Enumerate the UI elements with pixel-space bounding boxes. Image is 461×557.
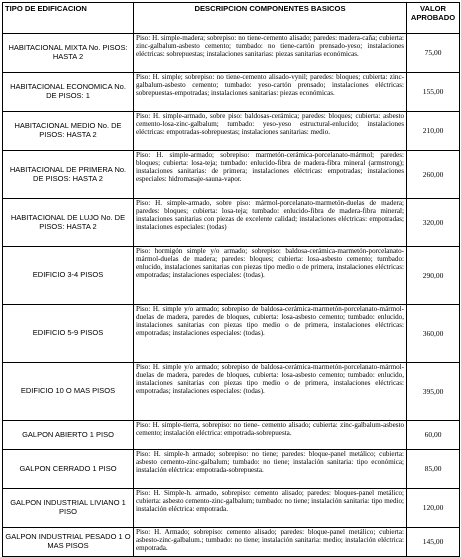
components-description: Piso: H. Armado; sobrepiso: cemento alisado; paredes: bloque-panel metálico; cubierta: asbesto-zinc-galbalum.; tumbado: no tiene; instalación sanitaria: medio; instalación eléctrica: empotrada. (134, 528, 407, 557)
building-type: GALPON INDUSTRIAL LIVIANO 1 PISO (3, 489, 134, 528)
components-description: Piso: H. simple-armado; sobrepiso: marmetón-cerámica-porcelanato-mármol; paredes: bloques; cubierta: losa-teja; tumbado: enlucido-fibra de madera-fibra mineral (armstrong); instalaciones sanitarias: de primera; instalaciones eléctricas: empotradas; instalaciones especiales: hidromasaje-sauna-vapor. (134, 151, 407, 199)
components-description: Piso: hormigón simple y/o armado; sobrepiso: baldosa-cerámica-marmetón-porcelanato-mármol-duelas de madera; paredes: bloques; cubierta: losa-asbesto cemento; tumbado: enlucido, instalaciones sanitarias con piezas tipo medio o de primera, instalaciones eléctricas: empotradas; instalaciones especiales: (todas). (134, 247, 407, 305)
building-type: GALPON ABIERTO 1 PISO (3, 421, 134, 450)
table-row (3, 421, 460, 450)
header-row (3, 3, 460, 34)
building-type: GALPON CERRADO 1 PISO (3, 450, 134, 489)
approved-value: 360,00 (407, 305, 460, 363)
building-type: EDIFICIO 10 O MAS PISOS (3, 363, 134, 421)
building-type: HABITACIONAL DE PRIMERA No. DE PISOS: HASTA 2 (3, 151, 134, 199)
table-row (3, 34, 460, 73)
components-description: Piso: H. simple-tierra, sobrepiso: no tiene- cemento alisado; cubierta: zinc-galbalum-asbesto cemento; instalación eléctrica: empotrada-sobrepuesta. (134, 421, 407, 450)
components-description: Piso: H. simple-armado, sobre piso: baldosas-cerámica; paredes: bloques; cubierta: asbesto cemento-losa-zinc-galbalum; tumbado: yeso-yeso estructural-enlucido; instalaciones eléctricas: empotradas-sobrepuestas; instalaciones sanitarias: medio. (134, 112, 407, 151)
approved-value: 85,00 (407, 450, 460, 489)
table-row (3, 305, 460, 363)
table-row (3, 73, 460, 112)
components-description: Piso: H. simple y/o armado; sobrepiso de baldosa-cerámica-marmetón-porcelanato-mármol-duelas de madera, paredes de bloques, cubierta: losa-asbesto cemento; tumbado: enlucido, instalaciones sanitarias con piezas tipo medio o de primera, instalaciones eléctricas: empotradas; instalaciones especiales: (todas). (134, 305, 407, 363)
components-description: Piso: H. simple; sobrepiso: no tiene-cemento alisado-vynil; paredes: bloques; cubierta: zinc-galbalum-asbesto cemento; tumbado: yeso-cartón prensado; instalaciones eléctricas: sobrepuestas-empotradas; instalaciones sanitarias: piezas económicas. (134, 73, 407, 112)
components-description: Piso: H. Simple-h. armado, sobrepiso: cemento alisado; paredes: bloques-panel metálico; cubierta: asbesto cemento-zinc-galbalum; tumbado: no tiene; instalación sanitaria: tipo medio; instalación eléctrica: empotrada. (134, 489, 407, 528)
approved-value: 290,00 (407, 247, 460, 305)
approved-value: 60,00 (407, 421, 460, 450)
header-value: VALOR APROBADO (407, 3, 460, 34)
approved-value: 75,00 (407, 34, 460, 73)
components-description: Piso: H. simple-h armado; sobrepiso: no tiene; paredes: bloque-panel metálico; cubierta: asbesto cemento-zinc-galbalum; tumbado: no tiene; instalación sanitaria: tipo económica; instalación eléctrica: empotrada-sobrepuesta. (134, 450, 407, 489)
building-type: HABITACIONAL DE LUJO No. DE PISOS: HASTA 2 (3, 199, 134, 247)
table-row (3, 112, 460, 151)
approved-value: 395,00 (407, 363, 460, 421)
table-row (3, 199, 460, 247)
table-row (3, 363, 460, 421)
components-description: Piso: H. simple-madera; sobrepiso: no tiene-cemento alisado; paredes: madera-caña; cubierta: zinc-galbalum-asbesto cemento; tumbado: no tiene-cartón prensado-yeso; instalaciones eléctricas: sobrepuestas; instalaciones sanitarias: piezas sanitarias económicas. (134, 34, 407, 73)
building-type: EDIFICIO 3-4 PISOS (3, 247, 134, 305)
building-type: HABITACIONAL ECONOMICA No. DE PISOS: 1 (3, 73, 134, 112)
approved-value: 145,00 (407, 528, 460, 557)
table-row (3, 151, 460, 199)
components-description: Piso: H. simple-armado, sobre piso: mármol-porcelanato-marmetón-duelas de madera; paredes: bloques; cubierta: losa-teja; tumbado: enlucido-fibra de madera-fibra mineral; instalaciones sanitarias con piezas de excelente calidad; instalaciones eléctricas: empotradas; instalaciones especiales: (todas) (134, 199, 407, 247)
building-values-table (2, 2, 460, 557)
approved-value: 260,00 (407, 151, 460, 199)
table-row (3, 489, 460, 528)
components-description: Piso: H. simple y/o armado; sobrepiso de baldosa-cerámica-marmetón-porcelanato-mármol-duelas de madera, paredes de bloques, cubierta: losa-asbesto cemento; tumbado: enlucido, instalaciones sanitarias con piezas tipo medio o de primera, instalaciones eléctricas: empotradas; instalaciones especiales: (todas). (134, 363, 407, 421)
approved-value: 210,00 (407, 112, 460, 151)
approved-value: 155,00 (407, 73, 460, 112)
approved-value: 120,00 (407, 489, 460, 528)
table-row (3, 450, 460, 489)
header-description: DESCRIPCION COMPONENTES BASICOS (134, 3, 407, 34)
approved-value: 320,00 (407, 199, 460, 247)
header-type: TIPO DE EDIFICACION (3, 3, 134, 34)
table-row (3, 528, 460, 557)
building-type: HABITACIONAL MIXTA No. PISOS: HASTA 2 (3, 34, 134, 73)
building-type: GALPON INDUSTRIAL PESADO 1 O MAS PISOS (3, 528, 134, 557)
table-row (3, 247, 460, 305)
building-type: HABITACIONAL MEDIO No. DE PISOS: HASTA 2 (3, 112, 134, 151)
building-type: EDIFICIO 5-9 PISOS (3, 305, 134, 363)
